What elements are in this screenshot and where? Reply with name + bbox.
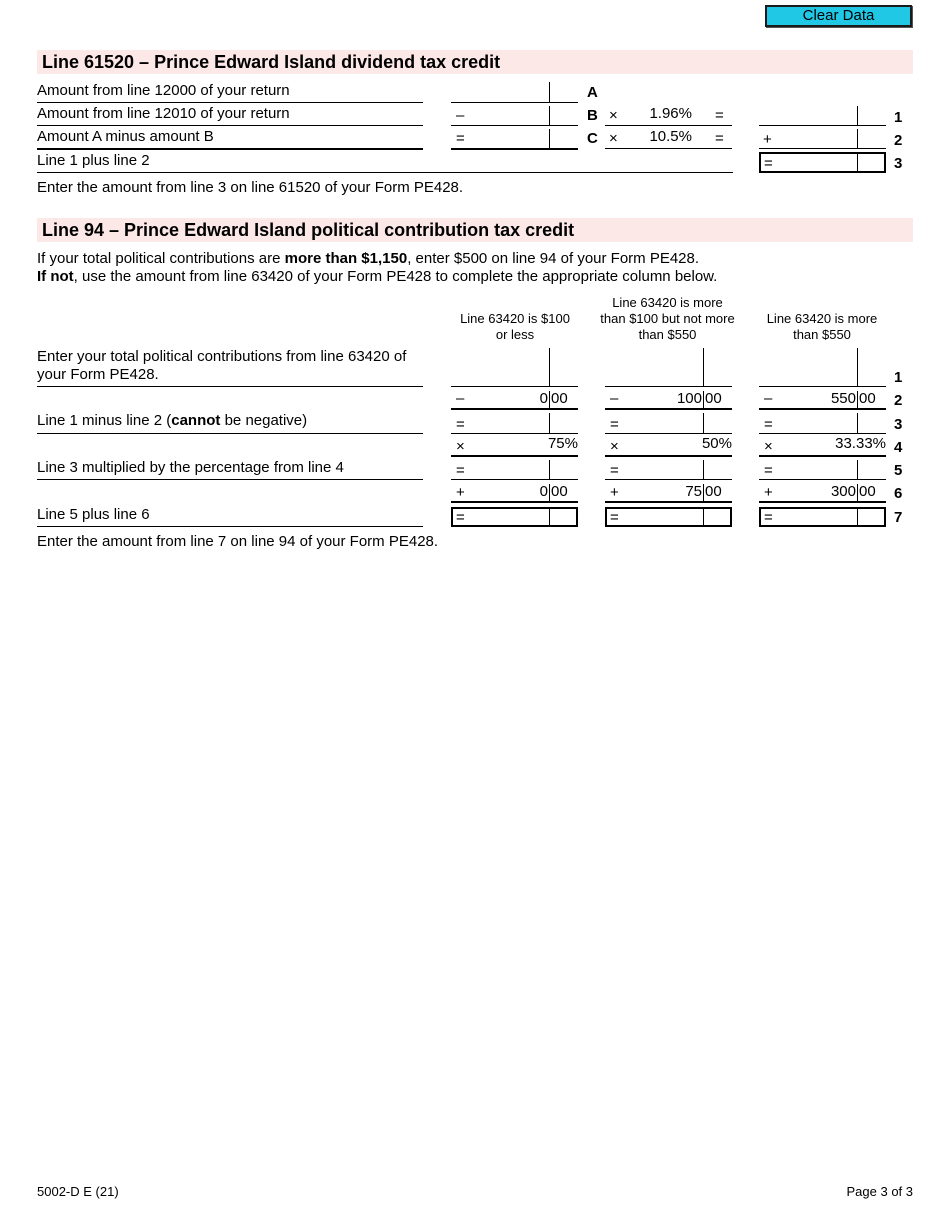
letter-c: C (587, 130, 598, 147)
rate-c-value: 10.5% (649, 128, 692, 145)
column-header-3: Line 63420 is more than $550 (766, 311, 878, 342)
line-number-4: 4 (894, 439, 903, 456)
equals-sign: = (764, 509, 773, 526)
page-number: Page 3 of 3 (846, 1184, 913, 1199)
line-number-3: 3 (894, 155, 903, 172)
col1-line-3-field (451, 413, 578, 434)
plus-sign: + (764, 484, 773, 501)
equals-sign: = (764, 462, 773, 479)
rule (37, 125, 423, 126)
political-row-3-label: Line 1 minus line 2 (cannot be negative) (37, 412, 308, 429)
col1-line-6-cents: 00 (551, 483, 568, 500)
rule (37, 102, 423, 103)
col1-line-4-rate (451, 435, 578, 457)
column-header-2: Line 63420 is more than $100 but not more than $550 (600, 295, 735, 342)
plus-sign: + (763, 131, 772, 148)
dividend-instruction: Enter the amount from line 3 on line 61520 of your Form PE428. (37, 179, 464, 196)
line-number-1: 1 (894, 369, 903, 386)
col3-line-5-field (759, 460, 886, 480)
col3-line-6-field (759, 482, 886, 503)
col1-line-2-field (451, 389, 578, 410)
column-header-1: Line 63420 is $100 or less (460, 311, 570, 342)
equals-sign: = (456, 509, 465, 526)
col3-line-1-field[interactable] (759, 348, 886, 387)
col3-line-3-field (759, 413, 886, 434)
minus-sign: – (764, 390, 773, 407)
line-number-7: 7 (894, 509, 903, 526)
amount-a-field[interactable] (451, 82, 578, 103)
letter-a: A (587, 84, 598, 101)
line-number-3: 3 (894, 416, 903, 433)
equals-sign: = (764, 155, 773, 172)
political-row-5-label: Line 3 multiplied by the percentage from line 4 (37, 459, 344, 476)
col2-line-2-cents: 00 (705, 390, 722, 407)
dividend-line-3-field (759, 152, 886, 173)
col3-line-4-rate (759, 435, 886, 457)
equals-sign: = (610, 509, 619, 526)
equals-sign: = (715, 130, 724, 147)
equals-sign: = (456, 462, 465, 479)
equals-sign: = (764, 416, 773, 433)
col3-line-2-field (759, 389, 886, 410)
political-row-7-label: Line 5 plus line 6 (37, 506, 150, 523)
minus-sign: – (610, 390, 619, 407)
col3-line-7-field (759, 507, 886, 527)
col1-line-2-value: 0 (539, 390, 548, 407)
col2-line-2-value: 100 (676, 390, 702, 407)
col2-line-6-cents: 00 (705, 483, 722, 500)
line-number-2: 2 (894, 392, 903, 409)
col2-line-6-field (605, 482, 732, 503)
times-sign: × (456, 438, 465, 455)
dividend-line-2-field (759, 129, 886, 149)
col2-line-5-field (605, 460, 732, 480)
rule (37, 526, 423, 527)
equals-sign: = (715, 107, 724, 124)
line-number-5: 5 (894, 462, 903, 479)
col2-line-1-field[interactable] (605, 348, 732, 387)
rate-c (605, 128, 732, 149)
col1-line-4-value: 75% (547, 435, 578, 452)
rule (37, 386, 423, 387)
rate-b-value: 1.96% (649, 105, 692, 122)
dividend-line-1-field (759, 106, 886, 126)
amount-b-field[interactable] (451, 106, 578, 126)
dividend-row-3-label: Line 1 plus line 2 (37, 152, 150, 169)
col1-line-1-field[interactable] (451, 348, 578, 387)
col1-line-7-field (451, 507, 578, 527)
rule (37, 148, 423, 150)
times-sign: × (764, 438, 773, 455)
dividend-section-header (37, 50, 913, 74)
political-row-1-label: Enter your total political contributions from line 63420 of your Form PE428. (37, 348, 407, 383)
minus-sign: – (456, 390, 465, 407)
col1-line-6-value: 0 (539, 483, 548, 500)
times-sign: × (609, 130, 618, 147)
dividend-row-c-label: Amount A minus amount B (37, 128, 214, 145)
minus-sign: – (456, 107, 465, 124)
col2-line-3-field (605, 413, 732, 434)
political-heading: Line 94 – Prince Edward Island political contribution tax credit (42, 220, 575, 240)
col3-line-2-cents: 00 (859, 390, 876, 407)
amount-c-field (451, 129, 578, 150)
dividend-row-b-label: Amount from line 12010 of your return (37, 105, 290, 122)
political-intro-1: If your total political contributions are more than $1,150, enter $500 on line 94 of your Form PE428. (37, 250, 700, 267)
rule (37, 479, 423, 480)
col2-line-7-field (605, 507, 732, 527)
col2-line-4-rate (605, 435, 732, 457)
col2-line-2-field (605, 389, 732, 410)
col3-line-2-value: 550 (830, 390, 856, 407)
dividend-heading: Line 61520 – Prince Edward Island dividend tax credit (42, 52, 501, 72)
clear-data-button[interactable]: Clear Data (765, 5, 912, 27)
col2-line-6-value: 75 (685, 483, 702, 500)
line-number-2: 2 (894, 132, 903, 149)
col1-line-6-field (451, 482, 578, 503)
plus-sign: + (456, 484, 465, 501)
col3-line-6-cents: 00 (859, 483, 876, 500)
plus-sign: + (610, 484, 619, 501)
line-number-6: 6 (894, 485, 903, 502)
political-section-header (37, 218, 913, 242)
col1-line-2-cents: 00 (551, 390, 568, 407)
times-sign: × (609, 107, 618, 124)
political-instruction: Enter the amount from line 7 on line 94 of your Form PE428. (37, 533, 439, 550)
equals-sign: = (456, 130, 465, 147)
line-number-1: 1 (894, 109, 903, 126)
equals-sign: = (610, 416, 619, 433)
col2-line-4-value: 50% (701, 435, 732, 452)
equals-sign: = (456, 416, 465, 433)
political-intro-2: If not, use the amount from line 63420 of your Form PE428 to complete the appropriate column below. (37, 268, 718, 285)
form-id: 5002-D E (21) (37, 1184, 119, 1199)
rate-b (605, 105, 732, 126)
rule (37, 172, 733, 173)
col3-line-4-value: 33.33% (835, 435, 886, 452)
rule (37, 433, 423, 434)
dividend-row-a-label: Amount from line 12000 of your return (37, 82, 290, 99)
letter-b: B (587, 107, 598, 124)
col1-line-5-field (451, 460, 578, 480)
equals-sign: = (610, 462, 619, 479)
col3-line-6-value: 300 (830, 483, 856, 500)
times-sign: × (610, 438, 619, 455)
